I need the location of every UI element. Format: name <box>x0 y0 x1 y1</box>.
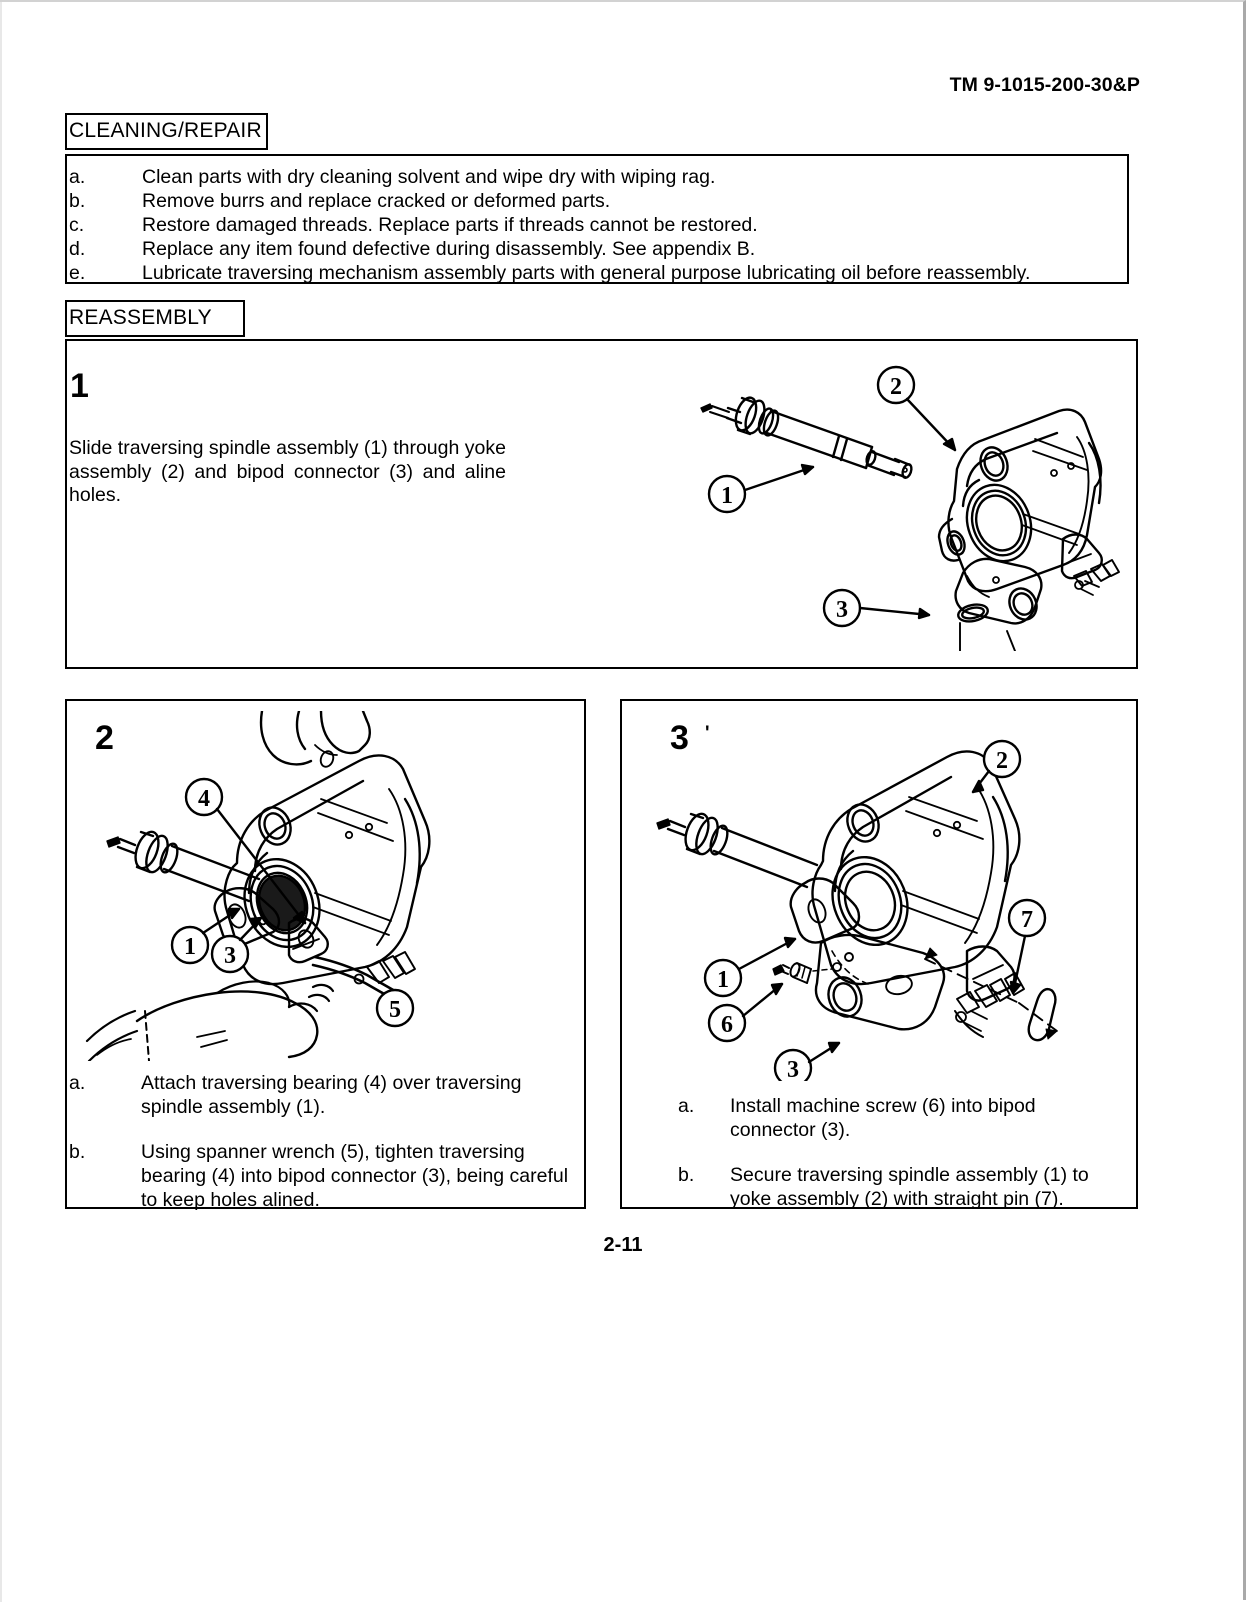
section-label-reassembly: REASSEMBLY <box>65 300 245 337</box>
figure-step-3 <box>627 711 1132 1086</box>
callout-label-2: 2 <box>996 748 1008 774</box>
substep-text: Attach traversing bearing (4) over traversing spindle assembly (1). <box>141 1072 522 1118</box>
list-item-marker: a. <box>69 166 86 188</box>
step-panel-1 <box>65 339 1138 669</box>
callout-label-3: 3 <box>787 1057 799 1081</box>
step-panel-3 <box>620 699 1138 1209</box>
substep-marker: b. <box>69 1141 86 1163</box>
scan-edge-left <box>0 2 2 1602</box>
page-number: 2-11 <box>603 1234 643 1256</box>
substep-marker: a. <box>69 1072 86 1094</box>
list-item-text: Lubricate traversing mechanism assembly parts with general purpose lubricating oil before reassembly. <box>142 262 1031 284</box>
step-3-substeps <box>622 1094 1136 1232</box>
callout-label-4: 4 <box>198 786 210 812</box>
screw-and-pin-installation-diagram <box>627 711 1132 1081</box>
callout-label-3: 3 <box>224 943 236 969</box>
callout-label-1: 1 <box>184 934 196 960</box>
substep <box>622 1163 1136 1211</box>
list-item-marker: e. <box>69 262 86 284</box>
step-number: 2 <box>95 719 114 757</box>
substep <box>622 1094 1136 1142</box>
figure-step-1 <box>667 351 1127 656</box>
step-panel-2 <box>65 699 586 1209</box>
callout-label-2: 2 <box>890 374 902 400</box>
callout-label-1: 1 <box>717 967 729 993</box>
exploded-assembly-diagram <box>667 351 1127 651</box>
step-2-substeps <box>67 1071 584 1233</box>
substep-marker: b. <box>678 1164 695 1186</box>
callout-label-6: 6 <box>721 1012 733 1038</box>
list-item-text: Remove burrs and replace cracked or deformed parts. <box>142 190 611 212</box>
section-label-cleaning-repair: CLEANING/REPAIR <box>65 113 268 150</box>
substep-marker: a. <box>678 1095 695 1117</box>
cleaning-repair-list <box>65 154 1129 284</box>
step-number: 1 <box>70 367 89 405</box>
substep <box>67 1140 584 1212</box>
list-item-marker: b. <box>69 190 86 212</box>
list-item-text: Clean parts with dry cleaning solvent and wipe dry with wiping rag. <box>142 166 716 188</box>
substep <box>67 1071 584 1119</box>
stray-scan-mark: ' <box>705 723 710 744</box>
list-item-text: Replace any item found defective during disassembly. See appendix B. <box>142 238 756 260</box>
substep-text: Using spanner wrench (5), tighten traversing bearing (4) into bipod connector (3), being careful to keep holes alined. <box>141 1141 569 1211</box>
callout-label-3: 3 <box>836 597 848 623</box>
figure-step-2 <box>77 711 577 1066</box>
substep-text: Secure traversing spindle assembly (1) to yoke assembly (2) with straight pin (7). <box>730 1164 1089 1210</box>
list-item-marker: c. <box>69 214 85 236</box>
callout-label-1: 1 <box>721 483 733 509</box>
callout-label-5: 5 <box>389 997 401 1023</box>
list-item-marker: d. <box>69 238 86 260</box>
substep-text: Install machine screw (6) into bipod connector (3). <box>730 1095 1036 1141</box>
step-number: 3 <box>670 719 689 757</box>
document-header-id: TM 9-1015-200-30&P <box>949 74 1140 96</box>
bearing-installation-diagram <box>77 711 577 1061</box>
callout-label-7: 7 <box>1021 907 1033 933</box>
list-item-text: Restore damaged threads. Replace parts if threads cannot be restored. <box>142 214 758 236</box>
step-instruction-text: Slide traversing spindle assembly (1) through yoke assembly (2) and bipod connector (3) and aline holes. <box>69 437 506 506</box>
